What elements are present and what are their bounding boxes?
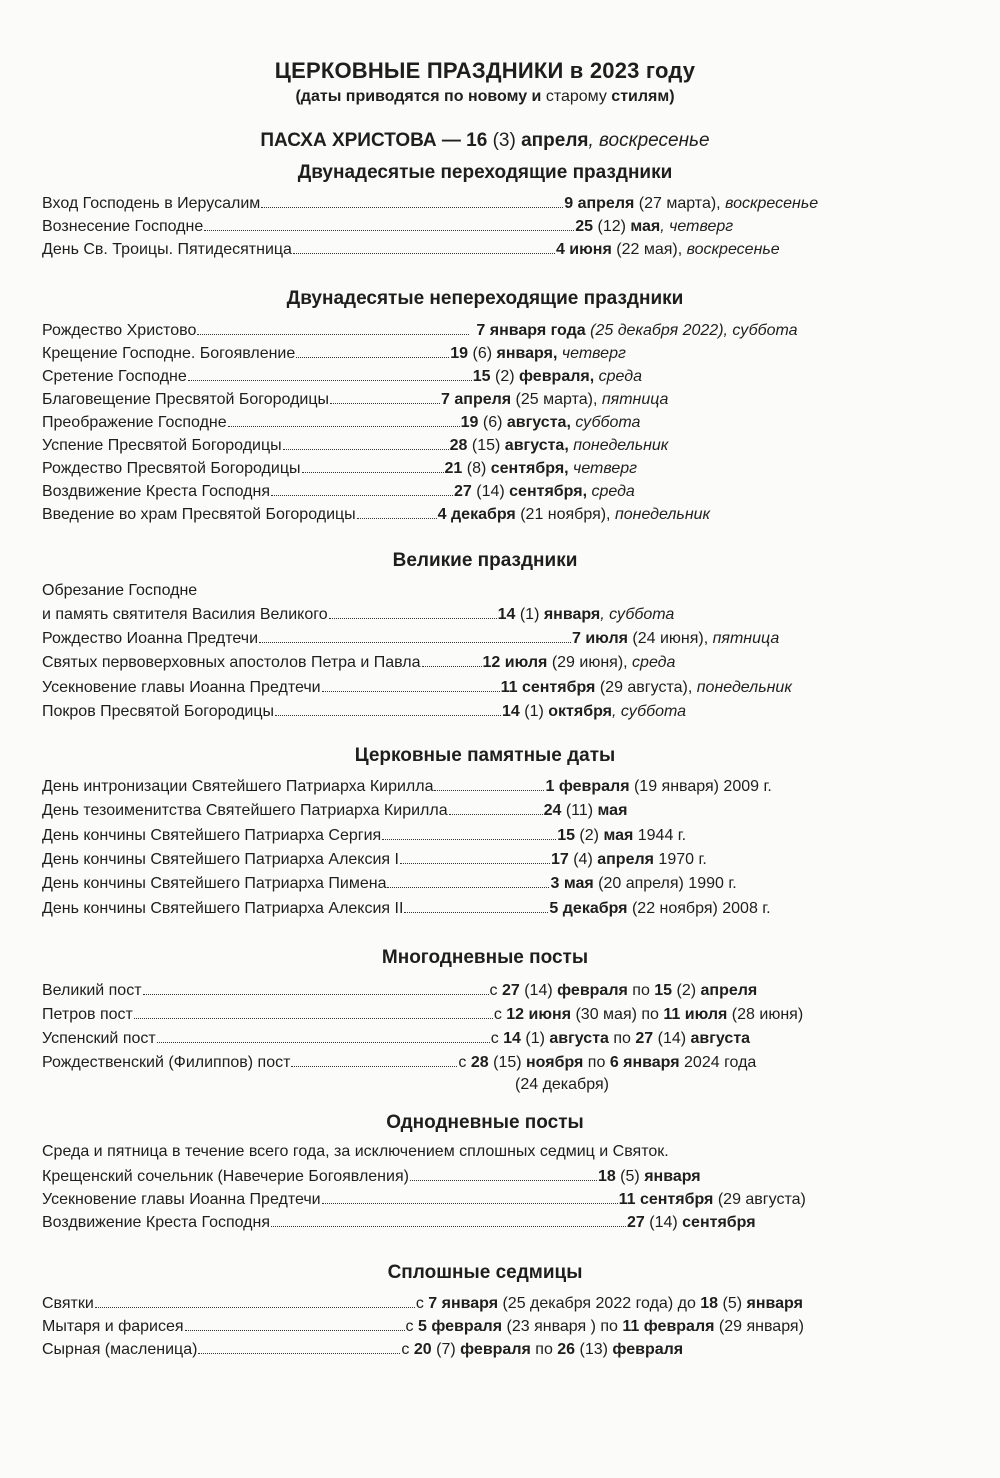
dot-leader: [434, 776, 544, 791]
dot-leader: [400, 849, 550, 864]
dot-leader: [449, 800, 543, 815]
dot-leader: [259, 628, 571, 643]
list-item: Усекновение главы Иоанна Предтечи 11 сентября (29 августа), понедельник: [42, 679, 792, 696]
dot-leader: [410, 1166, 597, 1181]
list-item: День кончины Святейшего Патриарха Алексия II 5 декабря (22 ноября) 2008 г.: [42, 900, 771, 917]
dot-leader: [157, 1028, 490, 1043]
dot-leader: [291, 1052, 457, 1067]
section-title-oneday-fasts: Однодневные посты: [386, 1112, 584, 1133]
list-item: Вознесение Господне 25 (12) мая, четверг: [42, 218, 734, 235]
dot-leader: [387, 873, 549, 888]
dot-leader: [228, 412, 460, 427]
easter-line: ПАСХА ХРИСТОВА — 16 (3) апреля, воскресенье: [260, 130, 710, 151]
list-item: День Св. Троицы. Пятидесятница 4 июня (22 мая), воскресенье: [42, 241, 780, 258]
dot-leader: [329, 604, 497, 619]
list-item: Успение Пресвятой Богородицы 28 (15) августа, понедельник: [42, 437, 669, 454]
list-item: Покров Пресвятой Богородицы 14 (1) октября, суббота: [42, 703, 687, 720]
list-item: Воздвижение Креста Господня 27 (14) сентября: [42, 1214, 756, 1231]
list-item: Петров пост с 12 июня (30 мая) по 11 июля (28 июня): [42, 1006, 804, 1023]
list-item: День интронизации Святейшего Патриарха Кирилла 1 февраля (19 января) 2009 г.: [42, 778, 772, 795]
section-title-memorial: Церковные памятные даты: [354, 745, 616, 766]
list-item: Рождество Иоанна Предтечи 7 июля (24 июня), пятница: [42, 630, 780, 647]
list-item: День тезоименитства Святейшего Патриарха Кирилла 24 (11) мая: [42, 802, 628, 819]
section-title-multiday-fasts: Многодневные посты: [381, 947, 589, 968]
dot-leader: [271, 481, 453, 496]
list-item: День кончины Святейшего Патриарха Сергия 15 (2) мая 1944 г.: [42, 827, 687, 844]
dot-leader: [197, 320, 469, 335]
list-item: Воздвижение Креста Господня 27 (14) сентября, среда: [42, 483, 635, 500]
dot-leader: [188, 366, 472, 381]
dot-leader: [271, 1212, 626, 1227]
dot-leader: [275, 701, 501, 716]
dot-leader: [204, 216, 574, 231]
list-item: День кончины Святейшего Патриарха Пимена 3 мая (20 апреля) 1990 г.: [42, 875, 737, 892]
list-item: Рождество Христово 7 января года (25 декабря 2022), суббота: [42, 322, 798, 339]
list-item: Сырная (масленица) с 20 (7) февраля по 26 (13) февраля: [42, 1341, 684, 1358]
list-item: Благовещение Пресвятой Богородицы 7 апреля (25 марта), пятница: [42, 391, 669, 408]
dot-leader: [293, 239, 555, 254]
dot-leader: [322, 1189, 618, 1204]
list-item: Преображение Господне 19 (6) августа, суббота: [42, 414, 641, 431]
list-item: Рождественский (Филиппов) пост с 28 (15) ноября по 6 января 2024 года: [42, 1054, 757, 1071]
dot-leader: [422, 652, 482, 667]
list-item: Великий пост с 27 (14) февраля по 15 (2) апреля: [42, 982, 758, 999]
dot-leader: [283, 435, 449, 450]
list-item: Крещение Господне. Богоявление 19 (6) января, четверг: [42, 345, 626, 362]
dot-leader: [95, 1293, 415, 1308]
list-item-continuation: (24 декабря): [515, 1076, 609, 1093]
list-item: и память святителя Василия Великого 14 (1) января, суббота: [42, 606, 675, 623]
dot-leader: [404, 898, 548, 913]
list-item: Крещенский сочельник (Навечерие Богоявления) 18 (5) января: [42, 1168, 701, 1185]
list-item: Усекновение главы Иоанна Предтечи 11 сентября (29 августа): [42, 1191, 806, 1208]
page-title: ЦЕРКОВНЫЕ ПРАЗДНИКИ в 2023 году: [274, 58, 696, 83]
dot-leader: [185, 1316, 405, 1331]
list-item: Святки с 7 января (25 декабря 2022 года) до 18 (5) января: [42, 1295, 803, 1312]
dot-leader: [322, 677, 500, 692]
dot-leader: [382, 825, 556, 840]
dot-leader: [296, 343, 449, 358]
dot-leader: [134, 1004, 493, 1019]
list-item: Святых первоверховных апостолов Петра и Павла 12 июля (29 июня), среда: [42, 654, 676, 671]
dot-leader: [302, 458, 444, 473]
section-title-fixed: Двунадесятые непереходящие праздники: [286, 288, 684, 309]
dot-leader: [261, 193, 563, 208]
dot-leader: [143, 980, 489, 995]
list-item: День кончины Святейшего Патриарха Алексия I 17 (4) апреля 1970 г.: [42, 851, 707, 868]
list-item: Введение во храм Пресвятой Богородицы 4 декабря (21 ноября), понедельник: [42, 506, 711, 523]
list-item: Сретение Господне 15 (2) февраля, среда: [42, 368, 642, 385]
page-subtitle: (даты приводятся по новому и старому стилям): [295, 88, 675, 105]
dot-leader: [198, 1339, 400, 1354]
list-item: Вход Господень в Иерусалим 9 апреля (27 марта), воскресенье: [42, 195, 819, 212]
list-item: Рождество Пресвятой Богородицы 21 (8) сентября, четверг: [42, 460, 638, 477]
list-item: Мытаря и фарисея с 5 февраля (23 января ) по 11 февраля (29 января): [42, 1318, 804, 1335]
list-item-first-line: Обрезание Господне: [42, 582, 198, 599]
oneday-intro: Среда и пятница в течение всего года, за исключением сплошных седмиц и Святок.: [42, 1143, 669, 1160]
list-item: Успенский пост с 14 (1) августа по 27 (14) августа: [42, 1030, 751, 1047]
section-title-weeks: Сплошные седмицы: [387, 1262, 583, 1283]
section-title-moving: Двунадесятые переходящие праздники: [297, 162, 673, 183]
dot-leader: [330, 389, 440, 404]
dot-leader: [357, 504, 437, 519]
section-title-great: Великие праздники: [392, 550, 578, 571]
